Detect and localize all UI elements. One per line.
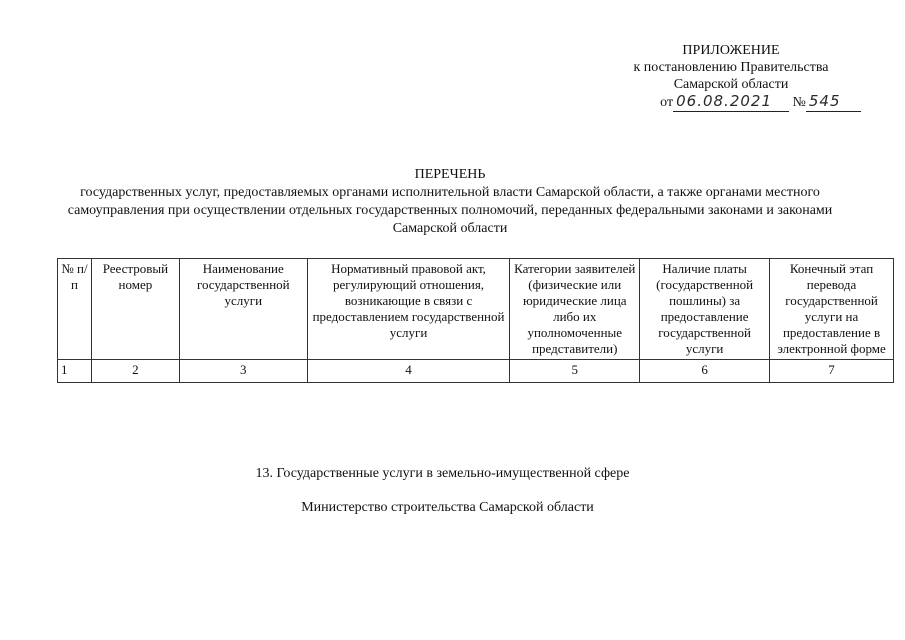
header-cell: Наличие платы (государственной пошлины) за предоставление государственной услуги bbox=[640, 259, 770, 360]
appendix-title: ПРИЛОЖЕНИЕ bbox=[682, 43, 780, 58]
date-value: 06.08.2021 bbox=[676, 92, 772, 110]
number-cell: 7 bbox=[770, 360, 894, 383]
appendix-line-2: Самарской области bbox=[673, 77, 789, 92]
header-cell: Категории заявителей (физические или юридические лица либо их уполномоченные представители) bbox=[510, 259, 640, 360]
appendix-date-line bbox=[601, 93, 861, 112]
header-cell: Реестровый номер bbox=[91, 259, 179, 360]
ministry-name: Министерство строительства Самарской области bbox=[301, 500, 594, 515]
header-cell: № п/п bbox=[58, 259, 92, 360]
section-title: 13. Государственные услуги в земельно-имущественной сфере bbox=[255, 466, 630, 481]
date-prefix: от bbox=[660, 95, 674, 110]
number-cell: 4 bbox=[307, 360, 510, 383]
number-cell: 5 bbox=[510, 360, 640, 383]
heading-title: ПЕРЕЧЕНЬ bbox=[414, 167, 486, 182]
table-header-row bbox=[58, 259, 894, 360]
header-cell: Наименование государственной услуги bbox=[179, 259, 307, 360]
number-cell: 6 bbox=[640, 360, 770, 383]
number-cell: 2 bbox=[91, 360, 179, 383]
header-cell: Конечный этап перевода государственной услуги на предоставление в электронной форме bbox=[770, 259, 894, 360]
appendix-line-1: к постановлению Правительства bbox=[633, 60, 829, 75]
services-table bbox=[57, 258, 894, 383]
number-cell: 3 bbox=[179, 360, 307, 383]
number-value: 545 bbox=[808, 92, 841, 110]
table-number-row bbox=[58, 360, 894, 383]
appendix-block bbox=[601, 42, 861, 112]
number-prefix: № bbox=[792, 95, 806, 110]
document-heading bbox=[50, 166, 850, 238]
heading-subtitle: государственных услуг, предоставляемых органами исполнительной власти Самарской области, а также органами местного самоуправления при осуществлении отдельных государственных полномочий, переданных федеральными законами и законами Самарской области bbox=[67, 185, 833, 236]
header-cell: Нормативный правовой акт, регулирующий отношения, возникающие в связи с предоставлением государственной услуги bbox=[307, 259, 510, 360]
number-cell: 1 bbox=[58, 360, 92, 383]
